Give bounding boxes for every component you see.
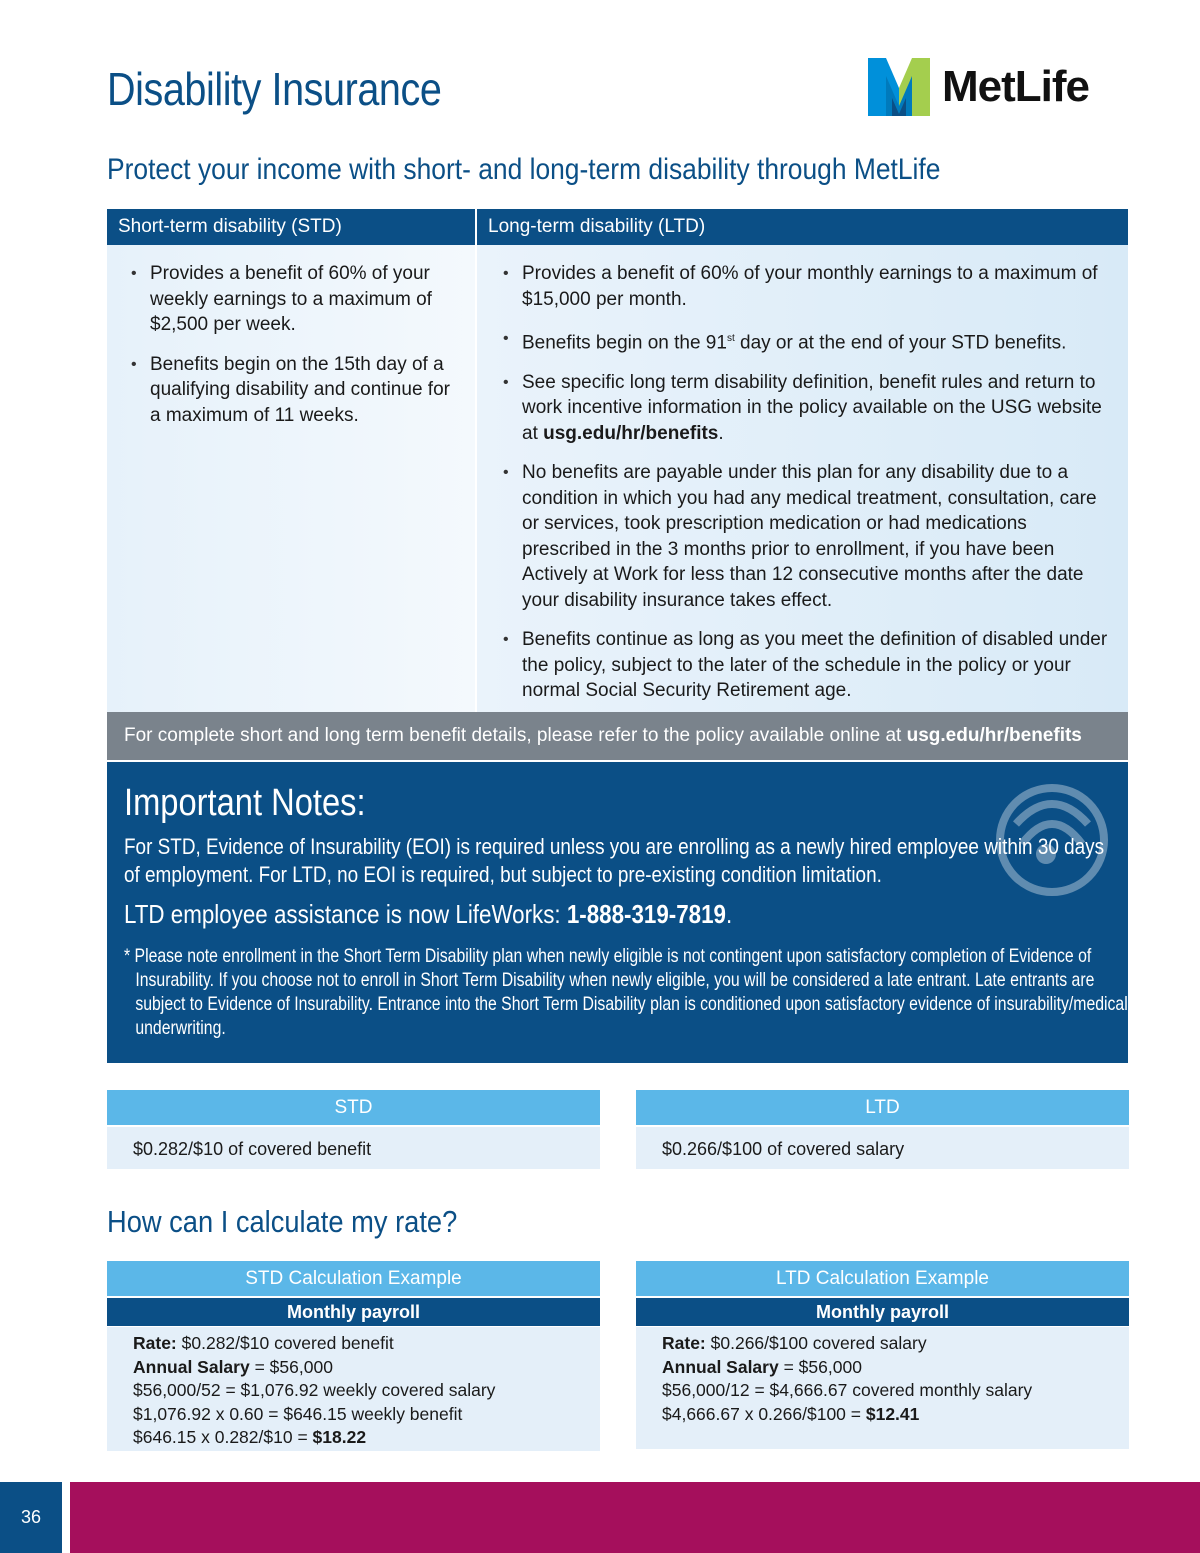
std-rate-value: $0.282/$10 of covered benefit: [107, 1127, 600, 1169]
benefit-table-body: [107, 245, 1128, 712]
calc-line: $1,076.92 x 0.60 = $646.15 weekly benefit: [133, 1403, 463, 1424]
notes-title: Important Notes:: [124, 782, 366, 824]
ltd-bullet: • Benefits continue as long as you meet the definition of disabled under the policy, subject to the later of the schedule in the policy or your normal Social Security Retirement age.: [499, 627, 1110, 704]
std-calc-box: [107, 1261, 600, 1451]
policy-details-bar: For complete short and long term benefit details, please refer to the policy available online at usg.edu/hr/benefits: [107, 712, 1128, 760]
std-calc-body: [107, 1327, 600, 1451]
std-calc-subheader: Monthly payroll: [107, 1298, 600, 1326]
std-calc-header: STD Calculation Example: [107, 1261, 600, 1296]
page-subtitle: Protect your income with short- and long-term disability through MetLife: [107, 153, 941, 186]
important-notes: [107, 762, 1128, 1063]
calc-line: $4,666.67 x 0.266/$100 = $12.41: [662, 1403, 920, 1424]
usg-benefits-link[interactable]: usg.edu/hr/benefits: [543, 422, 719, 444]
metlife-logo-icon: [868, 58, 930, 116]
page-number: 36: [0, 1482, 62, 1553]
lifeworks-note: LTD employee assistance is now LifeWorks: 1-888-319-7819.: [124, 899, 733, 929]
ltd-bullet: • Benefits begin on the 91st day or at the end of your STD benefits.: [499, 326, 1110, 356]
calc-line: $56,000/12 = $4,666.67 covered monthly salary: [662, 1380, 1033, 1400]
logo-text: MetLife: [942, 62, 1089, 111]
metlife-logo: [868, 58, 1130, 116]
ltd-rate-box: [636, 1090, 1129, 1169]
std-bullet: • Benefits begin on the 15th day of a qualifying disability and continue for a maximum of 11 weeks.: [127, 352, 457, 429]
page-title: Disability Insurance: [107, 63, 442, 115]
eoi-note: For STD, Evidence of Insurability (EOI) is required unless you are enrolling as a newly hired employee within 30 days of employment. For LTD, no EOI is required, but subject to pre-existing condition limitation.: [124, 834, 1105, 887]
ltd-result: $12.41: [865, 1403, 920, 1424]
ltd-bullet: • Provides a benefit of 60% of your monthly earnings to a maximum of $15,000 per month.: [499, 261, 1110, 312]
ltd-rate-value: $0.266/$100 of covered salary: [636, 1127, 1129, 1169]
std-bullet: • Provides a benefit of 60% of your weekly earnings to a maximum of $2,500 per week.: [127, 261, 457, 338]
std-rate-box: [107, 1090, 600, 1169]
ltd-bullet: • No benefits are payable under this plan for any disability due to a condition in which you had any medical treatment, consultation, care or services, took prescription medication or had medications prescribed in the 3 months prior to enrollment, if you have been Actively at Work for less than 12 consecutive months after the date your disability insurance takes effect.: [499, 460, 1110, 613]
std-column: [107, 245, 477, 712]
calc-line: $56,000/52 = $1,076.92 weekly covered salary: [133, 1380, 496, 1400]
std-result: $18.22: [312, 1427, 367, 1447]
calc-line: Annual Salary = $56,000: [662, 1356, 862, 1377]
ltd-calc-body: [636, 1327, 1129, 1449]
calc-line: Rate: $0.266/$100 covered salary: [662, 1333, 927, 1353]
footer-band: [70, 1482, 1200, 1553]
benefit-table: [107, 209, 1128, 712]
benefit-table-header: [107, 209, 1128, 245]
ltd-column-header: Long-term disability (LTD): [488, 216, 706, 237]
std-rate-header: STD: [107, 1090, 600, 1125]
lifeworks-phone[interactable]: 1-888-319-7819: [566, 899, 726, 929]
enrollment-footnote: * Please note enrollment in the Short Term Disability plan when newly eligible is not contingent upon satisfactory completion of Evidence of Insurability. If you choose not to enroll in Short Term Disability when newly eligible, you will be considered a late entrant. Late entrants are subject to Evidence of Insurability. Entrance into the Short Term Disability plan is conditioned upon satisfactory evidence of insurability/medical underwriting.: [124, 945, 1128, 1039]
ltd-calc-header: LTD Calculation Example: [636, 1261, 1129, 1296]
ltd-column: [477, 245, 1128, 712]
ltd-calc-subheader: Monthly payroll: [636, 1298, 1129, 1326]
ltd-calc-box: [636, 1261, 1129, 1449]
calc-line: Annual Salary = $56,000: [133, 1356, 333, 1377]
calc-line: Rate: $0.282/$10 covered benefit: [133, 1333, 394, 1353]
calc-line: $646.15 x 0.282/$10 = $18.22: [133, 1427, 367, 1447]
calc-section-title: How can I calculate my rate?: [107, 1204, 458, 1239]
policy-link[interactable]: usg.edu/hr/benefits: [906, 725, 1082, 746]
ltd-rate-header: LTD: [636, 1090, 1129, 1125]
std-column-header: Short-term disability (STD): [107, 209, 477, 245]
ltd-bullet: • See specific long term disability definition, benefit rules and return to work incentive information in the policy available on the USG website at usg.edu/hr/benefits.: [499, 370, 1110, 447]
